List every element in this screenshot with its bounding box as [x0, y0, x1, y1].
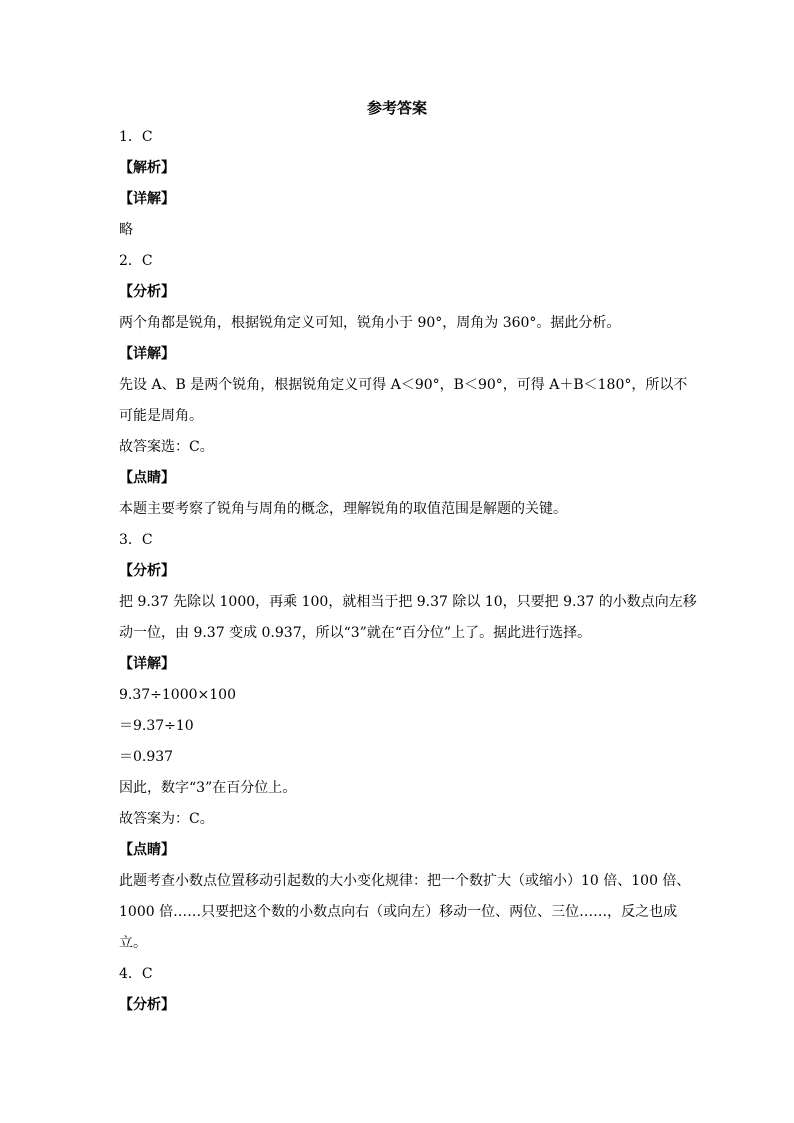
section-heading: 【详解】: [119, 346, 175, 362]
section-heading: 【点睛】: [119, 842, 175, 858]
text-line: 此题考查小数点位置移动引起数的大小变化规律：把一个数扩大（或缩小）10 倍、100 倍、: [119, 873, 691, 889]
section-heading: 【解析】: [119, 160, 175, 176]
text-line: 9.37÷1000×100: [119, 687, 236, 703]
section-heading: 【分析】: [119, 284, 175, 300]
text-line: 故答案为：C。: [119, 811, 214, 827]
text-line: 因此，数字“3”在百分位上。: [119, 780, 297, 796]
text-line: 1000 倍……只要把这个数的小数点向右（或向左）移动一位、两位、三位……，反之也成: [119, 904, 678, 920]
text-line: 故答案选：C。: [119, 439, 214, 455]
section-heading: 【分析】: [119, 997, 175, 1013]
text-line: 把 9.37 先除以 1000，再乘 100，就相当于把 9.37 除以 10，只要把 9.37 的小数点向左移: [119, 594, 697, 610]
text-line: 先设 A、B 是两个锐角，根据锐角定义可得 A＜90°，B＜90°，可得 A＋B＜180°，所以不: [119, 377, 688, 393]
section-heading: 【详解】: [119, 191, 175, 207]
text-line: 可能是周角。: [119, 408, 203, 424]
section-heading: 【分析】: [119, 563, 175, 579]
text-line: 动一位，由 9.37 变成 0.937，所以“3”就在“百分位”上了。据此进行选择。: [119, 625, 592, 641]
text-line: 两个角都是锐角，根据锐角定义可知，锐角小于 90°，周角为 360°。据此分析。: [119, 315, 621, 331]
text-line: 略: [119, 222, 133, 238]
section-heading: 【点睛】: [119, 470, 175, 486]
text-line: 3．C: [119, 532, 153, 548]
text-line: 立。: [119, 935, 147, 951]
text-line: 1．C: [119, 129, 153, 145]
page-title: 参考答案: [366, 99, 427, 117]
text-line: 4．C: [119, 966, 153, 982]
text-line: ＝0.937: [119, 749, 174, 765]
answer-content: [119, 122, 697, 1021]
text-line: ＝9.37÷10: [119, 718, 194, 734]
text-line: 本题主要考察了锐角与周角的概念，理解锐角的取值范围是解题的关键。: [119, 501, 567, 517]
text-line: 2．C: [119, 253, 153, 269]
section-heading: 【详解】: [119, 656, 175, 672]
